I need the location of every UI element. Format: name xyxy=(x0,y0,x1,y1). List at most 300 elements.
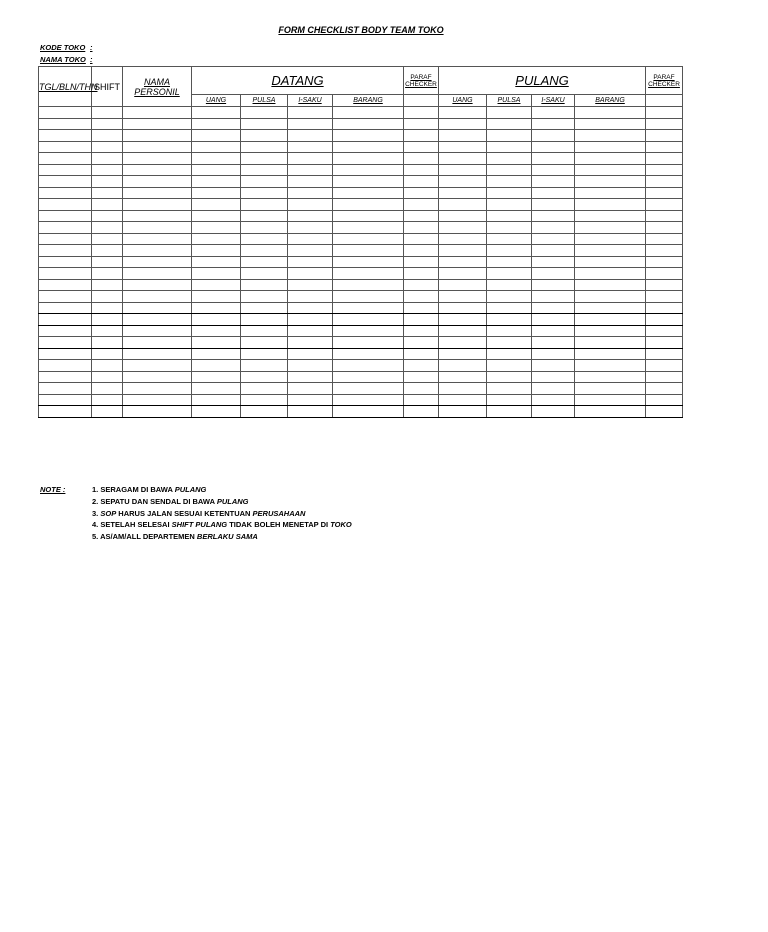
table-cell[interactable] xyxy=(404,233,439,245)
table-cell[interactable] xyxy=(532,360,575,372)
table-cell[interactable] xyxy=(646,279,683,291)
table-cell[interactable] xyxy=(92,406,123,418)
table-cell[interactable] xyxy=(241,222,288,234)
table-cell[interactable] xyxy=(241,406,288,418)
table-cell[interactable] xyxy=(123,118,192,130)
table-cell[interactable] xyxy=(288,360,333,372)
table-cell[interactable] xyxy=(532,233,575,245)
table-cell[interactable] xyxy=(92,383,123,395)
table-cell[interactable] xyxy=(439,233,487,245)
table-cell[interactable] xyxy=(333,233,404,245)
table-cell[interactable] xyxy=(333,210,404,222)
table-cell[interactable] xyxy=(92,210,123,222)
table-cell[interactable] xyxy=(333,337,404,349)
table-cell[interactable] xyxy=(487,130,532,142)
table-cell[interactable] xyxy=(439,199,487,211)
table-cell[interactable] xyxy=(192,233,241,245)
table-cell[interactable] xyxy=(439,337,487,349)
table-cell[interactable] xyxy=(92,141,123,153)
table-cell[interactable] xyxy=(575,118,646,130)
table-cell[interactable] xyxy=(333,348,404,360)
table-cell[interactable] xyxy=(39,348,92,360)
table-cell[interactable] xyxy=(646,233,683,245)
table-cell[interactable] xyxy=(532,141,575,153)
table-cell[interactable] xyxy=(487,256,532,268)
table-cell[interactable] xyxy=(575,394,646,406)
table-cell[interactable] xyxy=(192,256,241,268)
table-cell[interactable] xyxy=(404,153,439,165)
table-cell[interactable] xyxy=(39,187,92,199)
table-cell[interactable] xyxy=(439,107,487,119)
table-cell[interactable] xyxy=(404,187,439,199)
table-cell[interactable] xyxy=(192,199,241,211)
table-cell[interactable] xyxy=(241,118,288,130)
table-cell[interactable] xyxy=(192,337,241,349)
table-cell[interactable] xyxy=(333,302,404,314)
table-cell[interactable] xyxy=(646,291,683,303)
table-cell[interactable] xyxy=(192,325,241,337)
table-cell[interactable] xyxy=(39,302,92,314)
table-cell[interactable] xyxy=(92,360,123,372)
table-cell[interactable] xyxy=(192,371,241,383)
table-cell[interactable] xyxy=(439,360,487,372)
table-cell[interactable] xyxy=(241,394,288,406)
table-cell[interactable] xyxy=(439,187,487,199)
table-cell[interactable] xyxy=(404,256,439,268)
table-cell[interactable] xyxy=(575,383,646,395)
table-cell[interactable] xyxy=(646,371,683,383)
table-cell[interactable] xyxy=(241,153,288,165)
table-cell[interactable] xyxy=(92,187,123,199)
table-cell[interactable] xyxy=(39,371,92,383)
table-cell[interactable] xyxy=(575,187,646,199)
table-cell[interactable] xyxy=(123,268,192,280)
table-cell[interactable] xyxy=(575,291,646,303)
table-cell[interactable] xyxy=(288,348,333,360)
table-cell[interactable] xyxy=(487,371,532,383)
table-cell[interactable] xyxy=(241,337,288,349)
table-cell[interactable] xyxy=(288,130,333,142)
table-cell[interactable] xyxy=(92,337,123,349)
table-cell[interactable] xyxy=(39,153,92,165)
table-cell[interactable] xyxy=(575,406,646,418)
table-cell[interactable] xyxy=(92,164,123,176)
table-cell[interactable] xyxy=(439,153,487,165)
table-cell[interactable] xyxy=(439,130,487,142)
table-cell[interactable] xyxy=(439,371,487,383)
table-cell[interactable] xyxy=(288,314,333,326)
table-cell[interactable] xyxy=(646,222,683,234)
table-cell[interactable] xyxy=(192,210,241,222)
table-cell[interactable] xyxy=(92,107,123,119)
table-cell[interactable] xyxy=(532,164,575,176)
table-cell[interactable] xyxy=(646,256,683,268)
table-cell[interactable] xyxy=(241,279,288,291)
table-cell[interactable] xyxy=(487,279,532,291)
table-cell[interactable] xyxy=(487,176,532,188)
table-cell[interactable] xyxy=(404,279,439,291)
table-cell[interactable] xyxy=(192,176,241,188)
table-cell[interactable] xyxy=(575,176,646,188)
table-cell[interactable] xyxy=(39,130,92,142)
table-cell[interactable] xyxy=(288,337,333,349)
table-cell[interactable] xyxy=(404,141,439,153)
table-cell[interactable] xyxy=(487,210,532,222)
table-cell[interactable] xyxy=(123,233,192,245)
table-cell[interactable] xyxy=(532,406,575,418)
table-cell[interactable] xyxy=(487,233,532,245)
table-cell[interactable] xyxy=(333,360,404,372)
table-cell[interactable] xyxy=(333,279,404,291)
table-cell[interactable] xyxy=(404,291,439,303)
table-cell[interactable] xyxy=(92,325,123,337)
table-cell[interactable] xyxy=(404,337,439,349)
table-cell[interactable] xyxy=(439,302,487,314)
table-cell[interactable] xyxy=(439,348,487,360)
table-cell[interactable] xyxy=(288,302,333,314)
table-cell[interactable] xyxy=(532,348,575,360)
table-cell[interactable] xyxy=(192,291,241,303)
table-cell[interactable] xyxy=(487,406,532,418)
table-cell[interactable] xyxy=(123,291,192,303)
table-cell[interactable] xyxy=(288,187,333,199)
table-cell[interactable] xyxy=(241,371,288,383)
table-cell[interactable] xyxy=(123,130,192,142)
table-cell[interactable] xyxy=(241,187,288,199)
table-cell[interactable] xyxy=(646,245,683,257)
table-cell[interactable] xyxy=(288,222,333,234)
table-cell[interactable] xyxy=(404,314,439,326)
table-cell[interactable] xyxy=(333,141,404,153)
table-cell[interactable] xyxy=(123,176,192,188)
table-cell[interactable] xyxy=(646,394,683,406)
table-cell[interactable] xyxy=(646,118,683,130)
table-cell[interactable] xyxy=(39,233,92,245)
table-cell[interactable] xyxy=(404,222,439,234)
table-cell[interactable] xyxy=(439,118,487,130)
table-cell[interactable] xyxy=(487,222,532,234)
table-cell[interactable] xyxy=(646,360,683,372)
table-cell[interactable] xyxy=(487,118,532,130)
table-cell[interactable] xyxy=(532,130,575,142)
table-cell[interactable] xyxy=(241,256,288,268)
table-cell[interactable] xyxy=(439,383,487,395)
table-cell[interactable] xyxy=(487,245,532,257)
table-cell[interactable] xyxy=(241,107,288,119)
table-cell[interactable] xyxy=(575,302,646,314)
table-cell[interactable] xyxy=(487,291,532,303)
table-cell[interactable] xyxy=(487,268,532,280)
table-cell[interactable] xyxy=(123,314,192,326)
table-cell[interactable] xyxy=(487,187,532,199)
table-cell[interactable] xyxy=(532,210,575,222)
table-cell[interactable] xyxy=(333,130,404,142)
table-cell[interactable] xyxy=(288,210,333,222)
table-cell[interactable] xyxy=(487,360,532,372)
table-cell[interactable] xyxy=(532,291,575,303)
table-cell[interactable] xyxy=(123,394,192,406)
table-cell[interactable] xyxy=(123,302,192,314)
table-cell[interactable] xyxy=(487,141,532,153)
table-cell[interactable] xyxy=(92,371,123,383)
table-cell[interactable] xyxy=(288,406,333,418)
table-cell[interactable] xyxy=(192,187,241,199)
table-cell[interactable] xyxy=(333,406,404,418)
table-cell[interactable] xyxy=(575,279,646,291)
table-cell[interactable] xyxy=(192,107,241,119)
table-cell[interactable] xyxy=(575,245,646,257)
table-cell[interactable] xyxy=(646,406,683,418)
table-cell[interactable] xyxy=(487,325,532,337)
table-cell[interactable] xyxy=(333,245,404,257)
table-cell[interactable] xyxy=(39,222,92,234)
table-cell[interactable] xyxy=(39,279,92,291)
table-cell[interactable] xyxy=(241,325,288,337)
table-cell[interactable] xyxy=(333,153,404,165)
table-cell[interactable] xyxy=(439,406,487,418)
table-cell[interactable] xyxy=(192,383,241,395)
table-cell[interactable] xyxy=(532,371,575,383)
table-cell[interactable] xyxy=(192,245,241,257)
table-cell[interactable] xyxy=(575,199,646,211)
table-cell[interactable] xyxy=(575,130,646,142)
table-cell[interactable] xyxy=(487,348,532,360)
table-cell[interactable] xyxy=(288,394,333,406)
table-cell[interactable] xyxy=(487,314,532,326)
table-cell[interactable] xyxy=(39,268,92,280)
table-cell[interactable] xyxy=(487,302,532,314)
table-cell[interactable] xyxy=(333,325,404,337)
table-cell[interactable] xyxy=(404,107,439,119)
table-cell[interactable] xyxy=(575,268,646,280)
table-cell[interactable] xyxy=(192,314,241,326)
table-cell[interactable] xyxy=(439,245,487,257)
table-cell[interactable] xyxy=(288,199,333,211)
table-cell[interactable] xyxy=(487,107,532,119)
table-cell[interactable] xyxy=(39,406,92,418)
table-cell[interactable] xyxy=(646,210,683,222)
table-cell[interactable] xyxy=(333,107,404,119)
table-cell[interactable] xyxy=(646,325,683,337)
table-cell[interactable] xyxy=(487,153,532,165)
table-cell[interactable] xyxy=(487,383,532,395)
table-cell[interactable] xyxy=(646,153,683,165)
table-cell[interactable] xyxy=(241,314,288,326)
table-cell[interactable] xyxy=(487,394,532,406)
table-cell[interactable] xyxy=(333,314,404,326)
table-cell[interactable] xyxy=(241,141,288,153)
table-cell[interactable] xyxy=(288,291,333,303)
table-cell[interactable] xyxy=(333,118,404,130)
table-cell[interactable] xyxy=(39,199,92,211)
table-cell[interactable] xyxy=(404,210,439,222)
table-cell[interactable] xyxy=(404,406,439,418)
table-cell[interactable] xyxy=(39,314,92,326)
table-cell[interactable] xyxy=(92,348,123,360)
table-cell[interactable] xyxy=(39,394,92,406)
table-cell[interactable] xyxy=(404,164,439,176)
table-cell[interactable] xyxy=(532,222,575,234)
table-cell[interactable] xyxy=(241,210,288,222)
table-cell[interactable] xyxy=(123,406,192,418)
table-cell[interactable] xyxy=(646,383,683,395)
table-cell[interactable] xyxy=(646,130,683,142)
table-cell[interactable] xyxy=(241,176,288,188)
table-cell[interactable] xyxy=(241,383,288,395)
table-cell[interactable] xyxy=(333,256,404,268)
table-cell[interactable] xyxy=(575,222,646,234)
table-cell[interactable] xyxy=(288,279,333,291)
table-cell[interactable] xyxy=(532,256,575,268)
table-cell[interactable] xyxy=(532,279,575,291)
table-cell[interactable] xyxy=(241,130,288,142)
table-cell[interactable] xyxy=(575,348,646,360)
table-cell[interactable] xyxy=(439,210,487,222)
table-cell[interactable] xyxy=(439,394,487,406)
table-cell[interactable] xyxy=(646,199,683,211)
table-cell[interactable] xyxy=(92,256,123,268)
table-cell[interactable] xyxy=(333,383,404,395)
table-cell[interactable] xyxy=(487,337,532,349)
table-cell[interactable] xyxy=(123,245,192,257)
table-cell[interactable] xyxy=(532,337,575,349)
table-cell[interactable] xyxy=(333,199,404,211)
table-cell[interactable] xyxy=(123,107,192,119)
table-cell[interactable] xyxy=(288,153,333,165)
table-cell[interactable] xyxy=(532,153,575,165)
table-cell[interactable] xyxy=(241,233,288,245)
table-cell[interactable] xyxy=(439,279,487,291)
table-cell[interactable] xyxy=(92,199,123,211)
table-cell[interactable] xyxy=(92,233,123,245)
table-cell[interactable] xyxy=(532,325,575,337)
table-cell[interactable] xyxy=(404,199,439,211)
table-cell[interactable] xyxy=(333,187,404,199)
table-cell[interactable] xyxy=(92,291,123,303)
table-cell[interactable] xyxy=(439,164,487,176)
table-cell[interactable] xyxy=(39,210,92,222)
table-cell[interactable] xyxy=(532,302,575,314)
table-cell[interactable] xyxy=(532,314,575,326)
table-cell[interactable] xyxy=(333,222,404,234)
table-cell[interactable] xyxy=(532,176,575,188)
table-cell[interactable] xyxy=(241,291,288,303)
table-cell[interactable] xyxy=(123,256,192,268)
table-cell[interactable] xyxy=(333,291,404,303)
table-cell[interactable] xyxy=(439,291,487,303)
table-cell[interactable] xyxy=(404,176,439,188)
table-cell[interactable] xyxy=(39,360,92,372)
table-cell[interactable] xyxy=(575,153,646,165)
table-cell[interactable] xyxy=(487,199,532,211)
table-cell[interactable] xyxy=(192,279,241,291)
table-cell[interactable] xyxy=(192,348,241,360)
table-cell[interactable] xyxy=(288,325,333,337)
table-cell[interactable] xyxy=(404,371,439,383)
table-cell[interactable] xyxy=(123,348,192,360)
table-cell[interactable] xyxy=(92,153,123,165)
table-cell[interactable] xyxy=(39,337,92,349)
table-cell[interactable] xyxy=(439,268,487,280)
table-cell[interactable] xyxy=(92,268,123,280)
table-cell[interactable] xyxy=(39,245,92,257)
table-cell[interactable] xyxy=(123,199,192,211)
table-cell[interactable] xyxy=(192,222,241,234)
table-cell[interactable] xyxy=(39,118,92,130)
table-cell[interactable] xyxy=(288,383,333,395)
table-cell[interactable] xyxy=(404,268,439,280)
table-cell[interactable] xyxy=(39,107,92,119)
table-cell[interactable] xyxy=(241,348,288,360)
table-cell[interactable] xyxy=(575,256,646,268)
table-cell[interactable] xyxy=(123,141,192,153)
table-cell[interactable] xyxy=(646,141,683,153)
table-cell[interactable] xyxy=(288,118,333,130)
table-cell[interactable] xyxy=(575,164,646,176)
table-cell[interactable] xyxy=(288,233,333,245)
table-cell[interactable] xyxy=(439,176,487,188)
table-cell[interactable] xyxy=(288,164,333,176)
table-cell[interactable] xyxy=(333,176,404,188)
table-cell[interactable] xyxy=(92,118,123,130)
table-cell[interactable] xyxy=(532,383,575,395)
table-cell[interactable] xyxy=(333,268,404,280)
table-cell[interactable] xyxy=(123,210,192,222)
table-cell[interactable] xyxy=(123,360,192,372)
table-cell[interactable] xyxy=(646,314,683,326)
table-cell[interactable] xyxy=(404,130,439,142)
table-cell[interactable] xyxy=(123,164,192,176)
table-cell[interactable] xyxy=(439,325,487,337)
table-cell[interactable] xyxy=(439,141,487,153)
table-cell[interactable] xyxy=(646,302,683,314)
table-cell[interactable] xyxy=(532,394,575,406)
table-cell[interactable] xyxy=(288,141,333,153)
table-cell[interactable] xyxy=(487,164,532,176)
table-cell[interactable] xyxy=(241,268,288,280)
table-cell[interactable] xyxy=(123,383,192,395)
table-cell[interactable] xyxy=(92,222,123,234)
table-cell[interactable] xyxy=(92,245,123,257)
table-cell[interactable] xyxy=(123,279,192,291)
table-cell[interactable] xyxy=(439,222,487,234)
table-cell[interactable] xyxy=(288,256,333,268)
table-cell[interactable] xyxy=(92,314,123,326)
table-cell[interactable] xyxy=(333,394,404,406)
table-cell[interactable] xyxy=(288,107,333,119)
table-cell[interactable] xyxy=(192,406,241,418)
table-cell[interactable] xyxy=(333,164,404,176)
table-cell[interactable] xyxy=(288,176,333,188)
table-cell[interactable] xyxy=(532,107,575,119)
table-cell[interactable] xyxy=(39,383,92,395)
table-cell[interactable] xyxy=(192,153,241,165)
table-cell[interactable] xyxy=(241,302,288,314)
table-cell[interactable] xyxy=(92,130,123,142)
table-cell[interactable] xyxy=(92,279,123,291)
table-cell[interactable] xyxy=(241,360,288,372)
table-cell[interactable] xyxy=(123,153,192,165)
table-cell[interactable] xyxy=(575,360,646,372)
table-cell[interactable] xyxy=(288,268,333,280)
table-cell[interactable] xyxy=(192,302,241,314)
table-cell[interactable] xyxy=(333,371,404,383)
table-cell[interactable] xyxy=(241,245,288,257)
table-cell[interactable] xyxy=(439,256,487,268)
table-cell[interactable] xyxy=(404,245,439,257)
table-cell[interactable] xyxy=(575,141,646,153)
table-cell[interactable] xyxy=(646,187,683,199)
